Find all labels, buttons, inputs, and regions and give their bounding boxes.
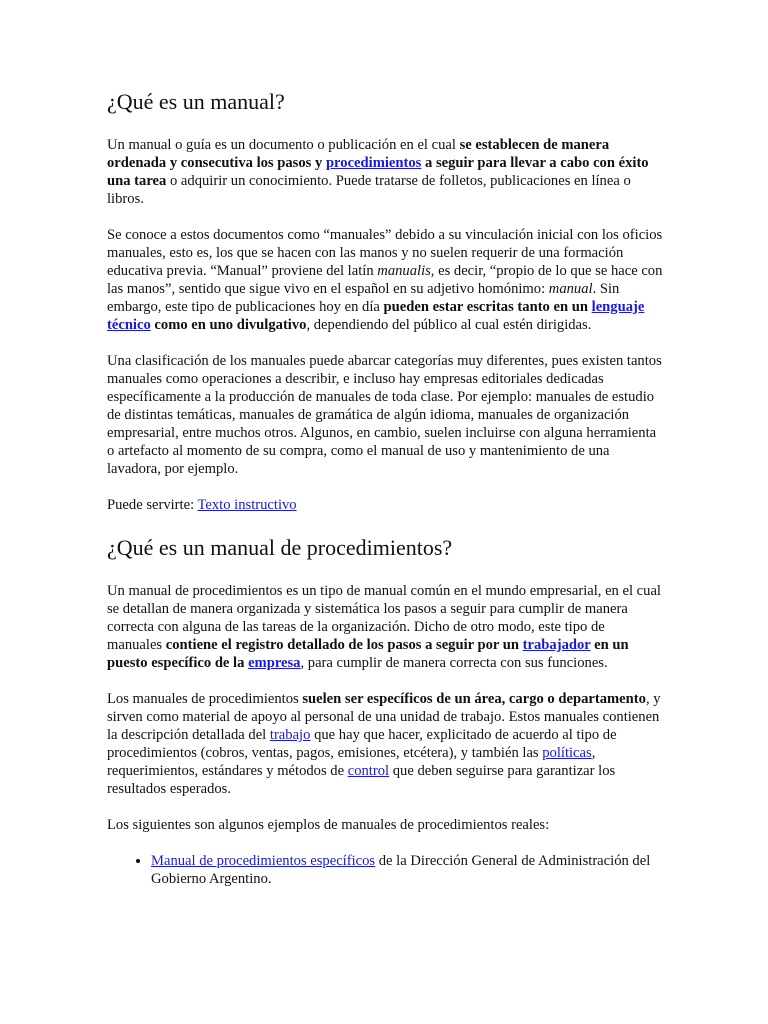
link-procedimientos[interactable]: procedimientos [325, 155, 422, 171]
link-trabajo[interactable]: trabajo [269, 727, 311, 743]
link-manual-procedimientos-especificos[interactable]: Manual de procedimientos específicos [151, 853, 376, 869]
document-page [107, 88, 663, 888]
text: o adquirir un conocimiento. Puede tratarse de folletos, publicaciones en línea o libros. [107, 173, 631, 207]
paragraph-procedures-definition: Un manual de procedimientos es un tipo de manual común en el mundo empresarial, en el cual se detallan de manera organizada y sistemática los pasos a seguir para cumplir de manera correcta con alguna de las tareas de la organización. Dicho de otro modo, este tipo de manuales contiene el registro detallado de los pasos a seguir por un trabajador en un puesto específico de la empresa, para cumplir de manera correcta con sus funciones. [107, 583, 661, 671]
paragraph-examples-intro: Los siguientes son algunos ejemplos de manuales de procedimientos reales: [107, 817, 550, 833]
link-texto-instructivo[interactable]: Texto instructivo [197, 497, 297, 513]
text: Un manual o guía es un documento o publicación en el cual [107, 137, 460, 153]
paragraph-puede-servirte: Puede servirte: Texto instructivo [107, 497, 297, 513]
paragraph-origin: Se conoce a estos documentos como “manuales” debido a su vinculación inicial con los oficios manuales, esto es, los que se hacen con las manos y no suelen requerir de una formación educativa previa. “Manual” proviene del latín manualis, es decir, “propio de lo que se hace con las manos”, sentido que sigue vivo en el español en su adjetivo homónimo: manual. Sin embargo, este tipo de publicaciones hoy en día pueden estar escritas tanto en un lenguaje técnico como en uno divulgativo, dependiendo del público al cual estén dirigidas. [107, 227, 663, 333]
bold-text: contiene el registro detallado de los pasos a seguir por un trabajador en un puesto específico de la empresa [107, 637, 629, 671]
bold-text: pueden estar escritas tanto en un lenguaje técnico como en uno divulgativo [107, 299, 645, 333]
paragraph-classification: Una clasificación de los manuales puede abarcar categorías muy diferentes, pues existen tantos manuales como operaciones a describir, e incluso hay empresas editoriales dedicadas específicamente a la producción de manuales de toda clase. Por ejemplo: manuales de estudio de distintas temáticas, manuales de gramática de algún idioma, manuales de organización empresarial, entre muchos otros. Algunos, en cambio, suelen incluirse con alguna herramienta o artefacto al momento de su compra, como el manual de uso y mantenimiento de una lavadora, por ejemplo. [107, 353, 662, 477]
bold-text: suelen ser específicos de un área, cargo o departamento [302, 691, 646, 707]
paragraph-definition [107, 136, 663, 208]
list-item: • Manual de procedimientos específicos de la Dirección General de Administración del Gobierno Argentino. [151, 852, 663, 888]
link-trabajador[interactable]: trabajador [522, 637, 591, 653]
link-control[interactable]: control [347, 763, 390, 779]
heading-manual-de-procedimientos: ¿Qué es un manual de procedimientos? [107, 535, 453, 560]
italic-manualis: manualis [377, 263, 431, 279]
heading-que-es-un-manual: ¿Qué es un manual? [107, 89, 285, 114]
examples-list [107, 852, 663, 888]
italic-manual: manual [548, 281, 593, 297]
link-politicas[interactable]: políticas [542, 745, 592, 761]
bold-text: se establecen de manera ordenada y consecutiva los pasos y procedimientos a seguir para llevar a cabo con éxito una tarea [107, 137, 649, 189]
link-empresa[interactable]: empresa [248, 655, 301, 671]
link-lenguaje-tecnico[interactable]: lenguaje técnico [107, 299, 645, 333]
paragraph-procedures-specific: Los manuales de procedimientos suelen ser específicos de un área, cargo o departamento, y sirven como material de apoyo al personal de una unidad de trabajo. Estos manuales contienen la descripción detallada del trabajo que hay que hacer, explicitado de acuerdo al tipo de procedimientos (cobros, ventas, pagos, emisiones, etcétera), y también las políticas, requerimientos, estándares y métodos de control que deben seguirse para garantizar los resultados esperados. [107, 691, 661, 797]
